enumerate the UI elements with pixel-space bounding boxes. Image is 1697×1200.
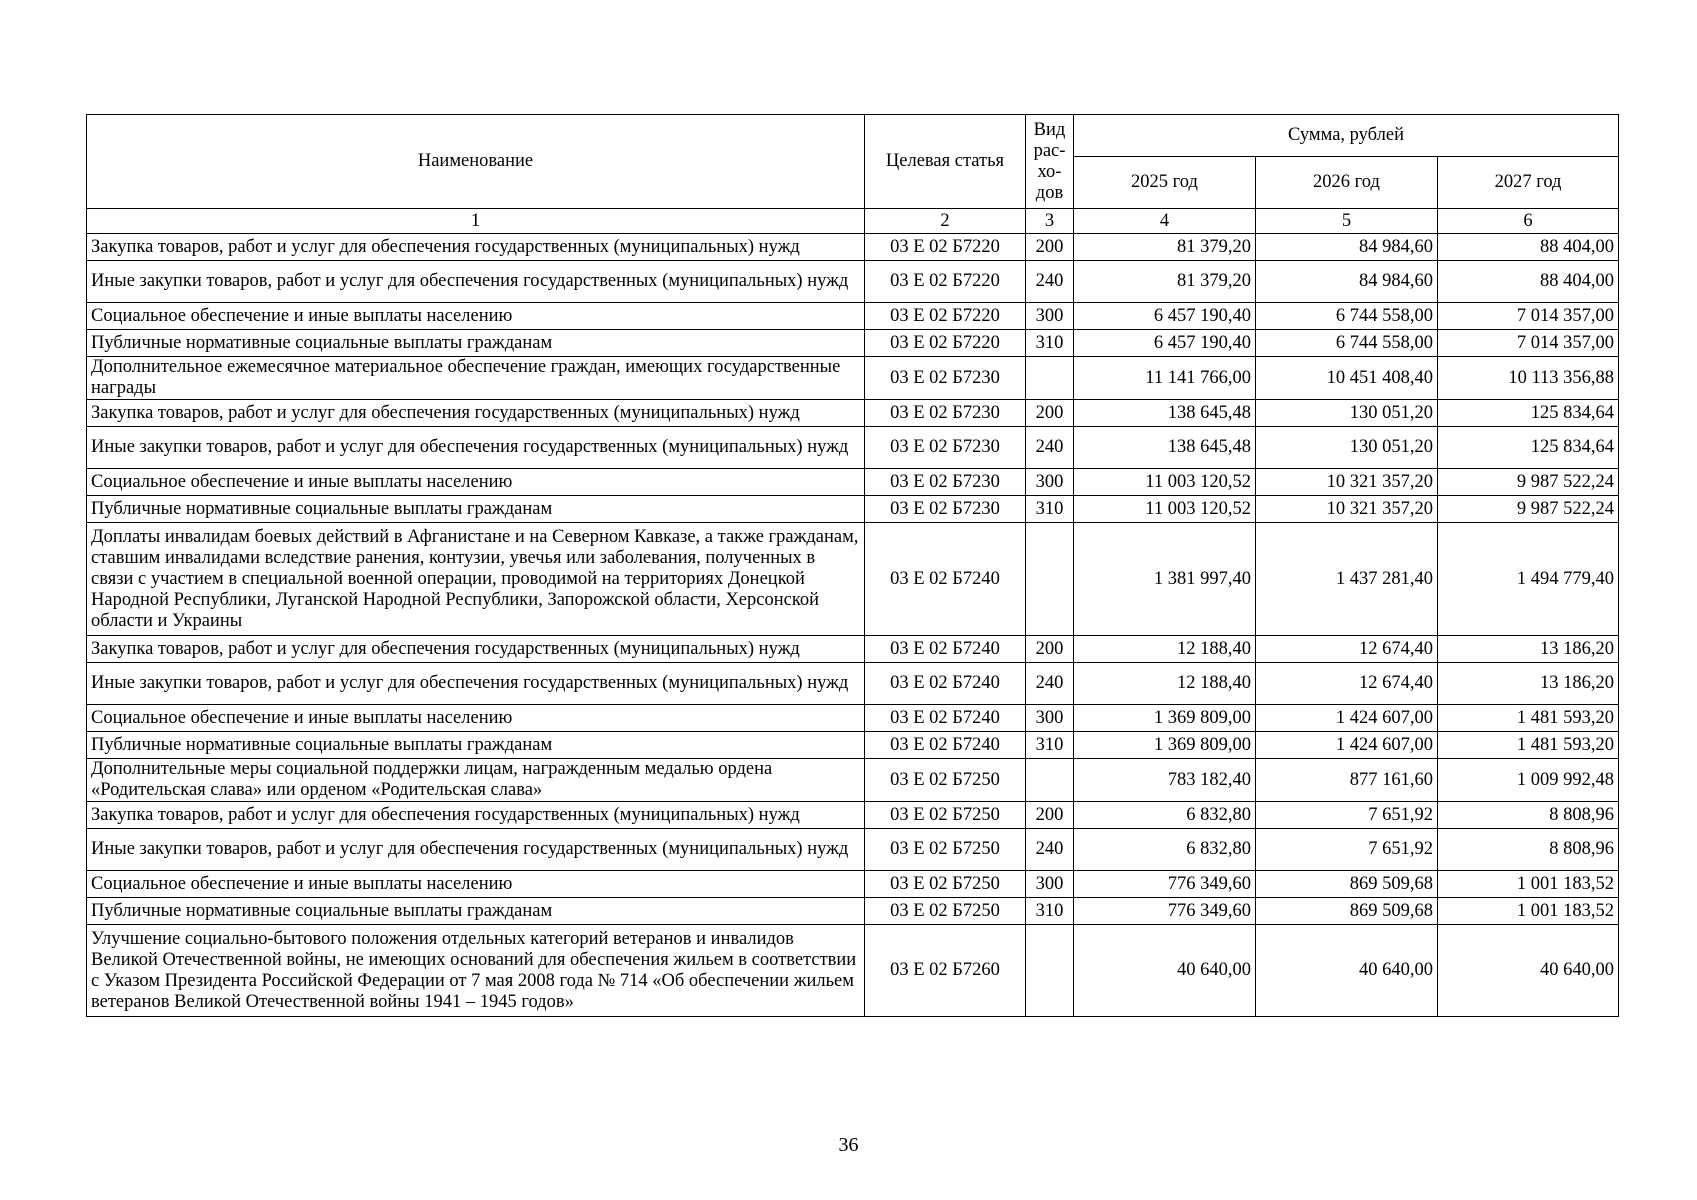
budget-table [86, 114, 1619, 1017]
row-target-article: 03 Е 02 Б7250 [865, 898, 1026, 925]
row-expense-type: 240 [1026, 427, 1074, 469]
row-sum-2027: 1 001 183,52 [1438, 898, 1619, 925]
column-number: 1 [87, 209, 865, 234]
header-year-2027: 2027 год [1438, 157, 1619, 209]
row-sum-2027: 125 834,64 [1438, 400, 1619, 427]
row-expense-type [1026, 357, 1074, 400]
header-expense-type-line: Вид [1033, 119, 1066, 140]
row-sum-2025: 12 188,40 [1074, 663, 1256, 705]
row-target-article: 03 Е 02 Б7240 [865, 732, 1026, 759]
row-name: Закупка товаров, работ и услуг для обеспечения государственных (муниципальных) нужд [87, 234, 865, 261]
header-year-2026: 2026 год [1256, 157, 1438, 209]
row-name: Иные закупки товаров, работ и услуг для обеспечения государственных (муниципальных) нужд [87, 829, 865, 871]
row-expense-type: 240 [1026, 829, 1074, 871]
row-name: Улучшение социально-бытового положения отдельных категорий ветеранов и инвалидов Великой Отечественной войны, не имеющих оснований для обеспечения жильем в соответствии с Указом Президента Российской Федерации от 7 мая 2008 года № 714 «Об обеспечении жильем ветеранов Великой Отечественной войны 1941 – 1945 годов» [87, 925, 865, 1017]
row-name: Иные закупки товаров, работ и услуг для обеспечения государственных (муниципальных) нужд [87, 261, 865, 303]
row-sum-2025: 776 349,60 [1074, 871, 1256, 898]
table-row [87, 469, 1619, 496]
row-sum-2027: 1 494 779,40 [1438, 523, 1619, 636]
row-expense-type: 200 [1026, 234, 1074, 261]
row-sum-2026: 7 651,92 [1256, 802, 1438, 829]
row-target-article: 03 Е 02 Б7240 [865, 705, 1026, 732]
row-target-article: 03 Е 02 Б7230 [865, 400, 1026, 427]
row-sum-2026: 130 051,20 [1256, 427, 1438, 469]
row-sum-2026: 6 744 558,00 [1256, 330, 1438, 357]
row-target-article: 03 Е 02 Б7250 [865, 871, 1026, 898]
table-row [87, 759, 1619, 802]
header-expense-type-line: рас- [1033, 140, 1066, 161]
row-sum-2025: 6 457 190,40 [1074, 303, 1256, 330]
row-name: Доплаты инвалидам боевых действий в Афганистане и на Северном Кавказе, а также гражданам, ставшим инвалидами вследствие ранения, контузии, увечья или заболевания, полученных в связи с участием в специальной военной операции, проводимой на территориях Донецкой Народной Республики, Луганской Народной Республики, Запорожской области, Херсонской области и Украины [87, 523, 865, 636]
row-name: Закупка товаров, работ и услуг для обеспечения государственных (муниципальных) нужд [87, 802, 865, 829]
table-row [87, 496, 1619, 523]
row-name: Публичные нормативные социальные выплаты гражданам [87, 496, 865, 523]
row-sum-2025: 6 832,80 [1074, 802, 1256, 829]
column-number: 6 [1438, 209, 1619, 234]
table-row [87, 802, 1619, 829]
row-sum-2027: 88 404,00 [1438, 234, 1619, 261]
row-expense-type: 310 [1026, 496, 1074, 523]
row-name: Закупка товаров, работ и услуг для обеспечения государственных (муниципальных) нужд [87, 636, 865, 663]
row-expense-type: 300 [1026, 705, 1074, 732]
row-sum-2026: 6 744 558,00 [1256, 303, 1438, 330]
row-name: Социальное обеспечение и иные выплаты населению [87, 303, 865, 330]
row-sum-2026: 1 437 281,40 [1256, 523, 1438, 636]
row-expense-type: 200 [1026, 636, 1074, 663]
row-sum-2026: 40 640,00 [1256, 925, 1438, 1017]
row-target-article: 03 Е 02 Б7250 [865, 759, 1026, 802]
row-sum-2025: 40 640,00 [1074, 925, 1256, 1017]
row-target-article: 03 Е 02 Б7240 [865, 636, 1026, 663]
row-sum-2027: 9 987 522,24 [1438, 496, 1619, 523]
table-row [87, 732, 1619, 759]
row-sum-2027: 10 113 356,88 [1438, 357, 1619, 400]
column-number: 4 [1074, 209, 1256, 234]
row-sum-2025: 138 645,48 [1074, 427, 1256, 469]
row-sum-2025: 11 141 766,00 [1074, 357, 1256, 400]
table-row [87, 427, 1619, 469]
row-target-article: 03 Е 02 Б7220 [865, 234, 1026, 261]
table-row [87, 705, 1619, 732]
row-name: Социальное обеспечение и иные выплаты населению [87, 705, 865, 732]
row-sum-2025: 81 379,20 [1074, 234, 1256, 261]
row-name: Социальное обеспечение и иные выплаты населению [87, 871, 865, 898]
row-expense-type: 200 [1026, 400, 1074, 427]
row-sum-2025: 1 381 997,40 [1074, 523, 1256, 636]
row-sum-2026: 10 321 357,20 [1256, 469, 1438, 496]
table-row [87, 357, 1619, 400]
header-name: Наименование [87, 115, 865, 209]
table-row [87, 400, 1619, 427]
table-row [87, 871, 1619, 898]
row-name: Иные закупки товаров, работ и услуг для обеспечения государственных (муниципальных) нужд [87, 427, 865, 469]
row-sum-2027: 40 640,00 [1438, 925, 1619, 1017]
row-sum-2025: 11 003 120,52 [1074, 469, 1256, 496]
table-body [87, 234, 1619, 1017]
row-expense-type [1026, 759, 1074, 802]
table-row [87, 303, 1619, 330]
row-sum-2027: 7 014 357,00 [1438, 330, 1619, 357]
table-row [87, 925, 1619, 1017]
table-row [87, 330, 1619, 357]
row-expense-type [1026, 925, 1074, 1017]
row-sum-2025: 11 003 120,52 [1074, 496, 1256, 523]
row-target-article: 03 Е 02 Б7230 [865, 469, 1026, 496]
table-row [87, 663, 1619, 705]
row-target-article: 03 Е 02 Б7220 [865, 261, 1026, 303]
row-sum-2025: 783 182,40 [1074, 759, 1256, 802]
row-sum-2027: 13 186,20 [1438, 663, 1619, 705]
row-target-article: 03 Е 02 Б7220 [865, 330, 1026, 357]
row-sum-2025: 776 349,60 [1074, 898, 1256, 925]
row-sum-2026: 869 509,68 [1256, 871, 1438, 898]
row-sum-2027: 88 404,00 [1438, 261, 1619, 303]
row-sum-2027: 13 186,20 [1438, 636, 1619, 663]
header-expense-type [1026, 115, 1074, 209]
row-target-article: 03 Е 02 Б7240 [865, 663, 1026, 705]
row-sum-2025: 1 369 809,00 [1074, 732, 1256, 759]
row-expense-type: 310 [1026, 898, 1074, 925]
row-expense-type: 300 [1026, 871, 1074, 898]
row-expense-type: 200 [1026, 802, 1074, 829]
row-expense-type: 240 [1026, 261, 1074, 303]
row-name: Социальное обеспечение и иные выплаты населению [87, 469, 865, 496]
row-sum-2027: 8 808,96 [1438, 802, 1619, 829]
column-number: 5 [1256, 209, 1438, 234]
row-expense-type: 310 [1026, 732, 1074, 759]
row-sum-2027: 1 481 593,20 [1438, 732, 1619, 759]
row-sum-2026: 10 321 357,20 [1256, 496, 1438, 523]
row-sum-2027: 1 481 593,20 [1438, 705, 1619, 732]
row-sum-2025: 6 457 190,40 [1074, 330, 1256, 357]
row-target-article: 03 Е 02 Б7230 [865, 427, 1026, 469]
row-target-article: 03 Е 02 Б7230 [865, 357, 1026, 400]
header-expense-type-line: хо- [1037, 161, 1062, 182]
row-sum-2026: 1 424 607,00 [1256, 732, 1438, 759]
row-target-article: 03 Е 02 Б7250 [865, 829, 1026, 871]
row-target-article: 03 Е 02 Б7250 [865, 802, 1026, 829]
table-header [87, 115, 1619, 234]
row-sum-2026: 130 051,20 [1256, 400, 1438, 427]
row-expense-type: 240 [1026, 663, 1074, 705]
row-expense-type: 310 [1026, 330, 1074, 357]
column-number: 3 [1026, 209, 1074, 234]
header-expense-type-line: дов [1035, 182, 1064, 203]
row-sum-2025: 138 645,48 [1074, 400, 1256, 427]
row-target-article: 03 Е 02 Б7240 [865, 523, 1026, 636]
row-target-article: 03 Е 02 Б7220 [865, 303, 1026, 330]
row-sum-2025: 81 379,20 [1074, 261, 1256, 303]
row-name: Закупка товаров, работ и услуг для обеспечения государственных (муниципальных) нужд [87, 400, 865, 427]
row-sum-2026: 869 509,68 [1256, 898, 1438, 925]
column-number-row [87, 209, 1619, 234]
row-sum-2025: 12 188,40 [1074, 636, 1256, 663]
row-sum-2026: 1 424 607,00 [1256, 705, 1438, 732]
row-sum-2027: 1 001 183,52 [1438, 871, 1619, 898]
row-target-article: 03 Е 02 Б7230 [865, 496, 1026, 523]
row-name: Иные закупки товаров, работ и услуг для обеспечения государственных (муниципальных) нужд [87, 663, 865, 705]
table-row [87, 261, 1619, 303]
column-number: 2 [865, 209, 1026, 234]
row-sum-2027: 125 834,64 [1438, 427, 1619, 469]
page-number: 36 [838, 1134, 859, 1156]
row-name: Публичные нормативные социальные выплаты гражданам [87, 732, 865, 759]
row-sum-2026: 84 984,60 [1256, 234, 1438, 261]
row-sum-2027: 7 014 357,00 [1438, 303, 1619, 330]
row-sum-2026: 877 161,60 [1256, 759, 1438, 802]
row-name: Дополнительные меры социальной поддержки лицам, награжденным медалью ордена «Родительская слава» или орденом «Родительская слава» [87, 759, 865, 802]
header-sum: Сумма, рублей [1074, 115, 1619, 157]
row-name: Дополнительное ежемесячное материальное обеспечение граждан, имеющих государственные награды [87, 357, 865, 400]
row-sum-2026: 7 651,92 [1256, 829, 1438, 871]
row-target-article: 03 Е 02 Б7260 [865, 925, 1026, 1017]
row-sum-2027: 8 808,96 [1438, 829, 1619, 871]
table-row [87, 898, 1619, 925]
row-sum-2025: 1 369 809,00 [1074, 705, 1256, 732]
table-row [87, 636, 1619, 663]
row-expense-type: 300 [1026, 303, 1074, 330]
row-name: Публичные нормативные социальные выплаты гражданам [87, 898, 865, 925]
row-sum-2026: 10 451 408,40 [1256, 357, 1438, 400]
row-sum-2026: 84 984,60 [1256, 261, 1438, 303]
table-row [87, 234, 1619, 261]
table-row [87, 523, 1619, 636]
row-expense-type: 300 [1026, 469, 1074, 496]
row-sum-2027: 1 009 992,48 [1438, 759, 1619, 802]
header-year-2025: 2025 год [1074, 157, 1256, 209]
header-target-article: Целевая статья [865, 115, 1026, 209]
table-row [87, 829, 1619, 871]
row-sum-2026: 12 674,40 [1256, 636, 1438, 663]
row-expense-type [1026, 523, 1074, 636]
row-sum-2025: 6 832,80 [1074, 829, 1256, 871]
row-sum-2026: 12 674,40 [1256, 663, 1438, 705]
row-sum-2027: 9 987 522,24 [1438, 469, 1619, 496]
row-name: Публичные нормативные социальные выплаты гражданам [87, 330, 865, 357]
